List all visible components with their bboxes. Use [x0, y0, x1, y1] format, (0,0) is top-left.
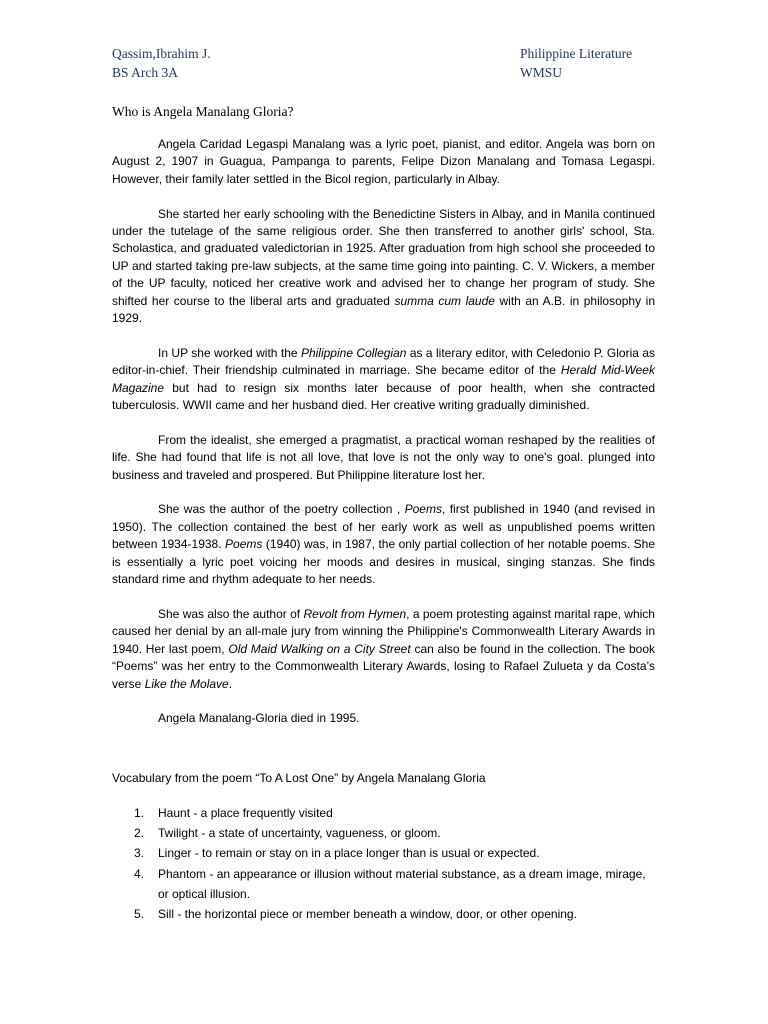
- list-number: 5.: [134, 907, 145, 922]
- essay-body: [112, 136, 655, 745]
- list-number: 1.: [134, 806, 145, 820]
- italic-title: Poems: [225, 537, 263, 552]
- paragraph-text: but had to resign six months later because of poor health, when she contracted tuberculosis. WWII came and her husband died. Her creative writing gradually diminished.: [112, 380, 655, 413]
- vocabulary-item: [112, 904, 657, 924]
- essay-paragraph: [112, 710, 655, 727]
- vocabulary-definition: Haunt - a place frequently visited: [158, 806, 333, 820]
- essay-paragraph: [112, 501, 655, 588]
- italic-title: Herald Mid-Week Magazine: [112, 363, 655, 395]
- vocabulary-item: [112, 864, 657, 904]
- header-right: [520, 44, 632, 82]
- vocabulary-item: [112, 803, 657, 823]
- subject-name: Philippine Literature: [520, 46, 633, 61]
- paragraph-text: can also be found in the collection. The book “Poems” was her entry to the Commonwealth Literary Awards, losing to Rafael Zulueta y da Costa’s verse: [112, 641, 656, 691]
- essay-paragraph: [112, 432, 655, 484]
- vocabulary-definition: Phantom - an appearance or illusion without material substance, as a dream image, mirage, or optical illusion.: [158, 866, 646, 901]
- paragraph-text: , a poem protesting against marital rape, which caused her denial by an all-male jury from winning the Philippine's Commonwealth Literary Awards in 1940. Her last poem,: [112, 606, 655, 656]
- paragraph-text: with an A.B. in philosophy in 1929.: [112, 293, 655, 326]
- essay-paragraph: [112, 206, 655, 328]
- header-left: [112, 44, 211, 82]
- paragraph-text: .: [228, 676, 233, 691]
- paragraph-text: She started her early schooling with the Benedictine Sisters in Albay, and in Manila continued under the tutelage of the same religious order. She then transferred to another girls' school, Sta. Scholastica, and graduated valedictorian in 1925. After graduation from high school she proceeded to UP and started taking pre-law subjects, at the same time going into painting. C. V. Wickers, a member of the UP faculty, noticed her creative work and advised her to change her program of study. She shifted her course to the liberal arts and graduated: [112, 206, 655, 308]
- paragraph-text: Angela Manalang-Gloria died in 1995.: [158, 711, 360, 726]
- italic-title: Like the Molave: [144, 676, 229, 691]
- vocabulary-definition: Linger - to remain or stay on in a place longer than is usual or expected.: [158, 846, 540, 861]
- list-number: 4.: [134, 866, 145, 881]
- paragraph-text: In UP she worked with the: [158, 345, 301, 360]
- list-number: 2.: [134, 826, 145, 841]
- italic-title: Poems: [404, 502, 442, 517]
- vocabulary-item: [112, 843, 657, 863]
- vocabulary-item: [112, 823, 657, 843]
- vocabulary-list: [112, 803, 657, 924]
- paragraph-text: Angela Caridad Legaspi Manalang was a lyric poet, pianist, and editor. Angela was born on August 2, 1907 in Guagua, Pampanga to parents, Felipe Dizon Manalang and Tomasa Legaspi. However, their family later settled in the Bicol region, particularly in Albay.: [112, 137, 655, 186]
- vocabulary-title: Vocabulary from the poem “To A Lost One” by Angela Manalang Gloria: [112, 771, 486, 785]
- essay-paragraph: [112, 136, 655, 188]
- student-name: Qassim,Ibrahim J.: [112, 46, 211, 61]
- paragraph-text: From the idealist, she emerged a pragmatist, a practical woman reshaped by the realities of life. She had found that life is not all love, that love is not the only way to one's goal. plunged into business and traveled and prospered. But Philippine literature lost her.: [112, 432, 655, 482]
- paragraph-text: as a literary editor, with Celedonio P. Gloria as editor-in-chief. Their friendship culminated in marriage. She became editor of the: [112, 345, 655, 378]
- italic-title: Old Maid Walking on a City Street: [228, 641, 411, 656]
- question-heading: Who is Angela Manalang Gloria?: [112, 104, 294, 119]
- paragraph-text: (1940) was, in 1987, the only partial collection of her notable poems. She is essentially a lyric poet voicing her moods and desires in musical, singing stanzas. She finds standard rime and rhythm adequate to her needs.: [112, 537, 655, 587]
- school-name: WMSU: [520, 65, 563, 80]
- italic-title: Revolt from Hymen: [303, 606, 407, 621]
- student-course: BS Arch 3A: [112, 65, 179, 80]
- italic-title: summa cum laude: [394, 293, 495, 308]
- list-number: 3.: [134, 846, 145, 861]
- paragraph-text: , first published in 1940 (and revised in 1950). The collection contained the best of her early work as well as unpublished poems written between 1934-1938.: [112, 502, 656, 552]
- paragraph-text: She was also the author of: [158, 606, 304, 621]
- essay-paragraph: [112, 606, 655, 693]
- vocabulary-definition: Twilight - a state of uncertainty, vagueness, or gloom.: [158, 826, 441, 841]
- italic-title: Philippine Collegian: [300, 345, 407, 360]
- paragraph-text: She was the author of the poetry collection ,: [158, 502, 405, 517]
- vocabulary-definition: Sill - the horizontal piece or member beneath a window, door, or other opening.: [158, 907, 577, 922]
- essay-paragraph: [112, 345, 655, 415]
